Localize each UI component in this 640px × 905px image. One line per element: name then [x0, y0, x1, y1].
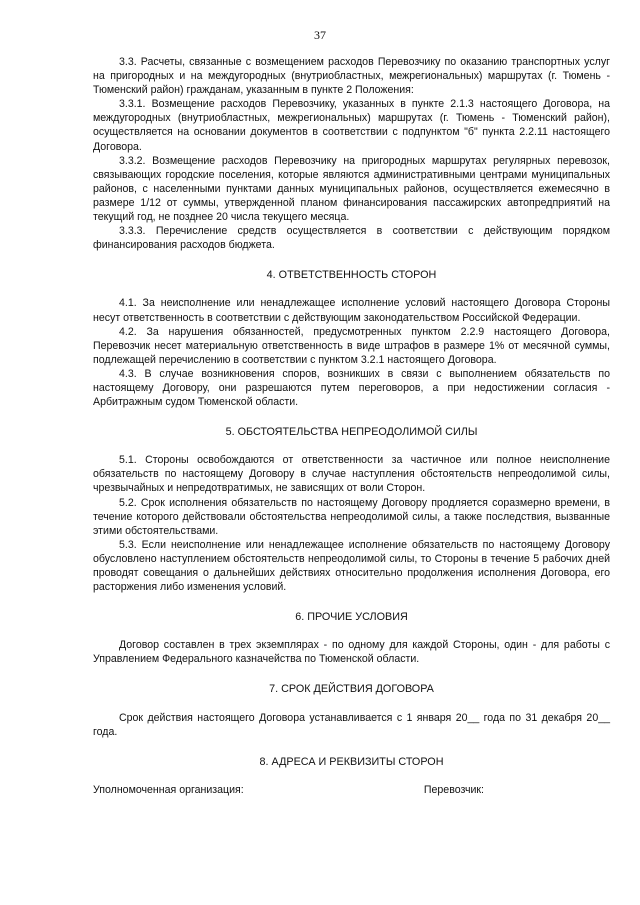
paragraph: 5.3. Если неисполнение или ненадлежащее исполнение обязательств по настоящему Договору обусловлено наступлением обстоятельств непреодолимой силы, то Стороны в течение 5 рабочих дней проводят совещания о дальнейших действиях относительно продолжения исполнения Договора, его расторжения либо изменения условий. [93, 538, 610, 594]
section-heading: 6. ПРОЧИЕ УСЛОВИЯ [295, 611, 408, 624]
page-number: 37 [314, 28, 326, 42]
section-heading: 8. АДРЕСА И РЕКВИЗИТЫ СТОРОН [259, 755, 444, 768]
document-body [93, 55, 610, 797]
paragraph: 4.3. В случае возникновения споров, возникших в связи с выполнением обязательств по настоящему Договору, они разрешаются путем переговоров, а при недостижении согласия - Арбитражным судом Тюменской области. [93, 367, 610, 409]
paragraph: 3.3. Расчеты, связанные с возмещением расходов Перевозчику по оказанию транспортных услуг на пригородных и на междугородных (внутриобластных, межрегиональных) маршрутах (г. Тюмень - Тюменский район) гражданам, указанным в пункте 2 Положения: [93, 56, 610, 97]
section-heading: 4. ОТВЕТСТВЕННОСТЬ СТОРОН [266, 269, 437, 282]
section-heading: 5. ОБСТОЯТЕЛЬСТВА НЕПРЕОДОЛИМОЙ СИЛЫ [225, 426, 478, 439]
paragraph: 5.1. Стороны освобождаются от ответственности за частичное или полное неисполнение обязательств по настоящему Договору в случае наступления обстоятельств непреодолимой силы, чрезвычайных и непредотвратимых, не зависящих от воли Сторон. [93, 454, 610, 495]
paragraph: 3.3.1. Возмещение расходов Перевозчику, указанных в пункте 2.1.3 настоящего Договора, на междугородных (внутриобластных, межрегиональных) маршрутах (г. Тюмень - Тюменский район), осуществляется на основании документов в соответствии с подпунктом "б" пункта 2.2.11 настоящего Договора. [93, 98, 610, 153]
carrier-label: Перевозчик: [423, 783, 484, 796]
paragraph: Срок действия настоящего Договора устанавливается с 1 января 20__ года по 31 декабря 20__ года. [93, 711, 610, 738]
section-heading: 7. СРОК ДЕЙСТВИЯ ДОГОВОРА [269, 683, 434, 696]
paragraph: 3.3.3. Перечисление средств осуществляется в соответствии с действующим порядком финансирования расходов бюджета. [93, 225, 610, 252]
paragraph: 5.2. Срок исполнения обязательств по настоящему Договору продляется соразмерно времени, в течение которого действовали обстоятельства непреодолимой силы, а также последствия, вызванные этими обстоятельствами. [93, 496, 610, 537]
paragraph: 3.3.2. Возмещение расходов Перевозчику на пригородных маршрутах регулярных перевозок, связывающих городские поселения, которые являются административными центрами муниципальных районов, с населенными пунктами данных муниципальных районов, осуществляется ежемесячно в размере 1/12 от суммы, утвержденной планом финансирования пассажирских автопредприятий на текущий год, не позднее 20 числа текущего месяца. [93, 154, 610, 224]
paragraph: 4.1. За неисполнение или ненадлежащее исполнение условий настоящего Договора Стороны несут ответственность в соответствии с действующим законодательством Российской Федерации. [93, 297, 610, 324]
authorized-organization-label: Уполномоченная организация: [93, 783, 244, 796]
paragraph: 4.2. За нарушения обязанностей, предусмотренных пунктом 2.2.9 настоящего Договора, Перевозчик несет материальную ответственность в виде штрафов в размере 1% от месячной суммы, подлежащей перечислению в соответствии с пунктом 3.2.1 настоящего Договора. [93, 325, 610, 366]
signature-row [93, 783, 610, 797]
paragraph: Договор составлен в трех экземплярах - по одному для каждой Стороны, один - для работы с Управлением Федерального казначейства по Тюменской области. [93, 639, 610, 666]
